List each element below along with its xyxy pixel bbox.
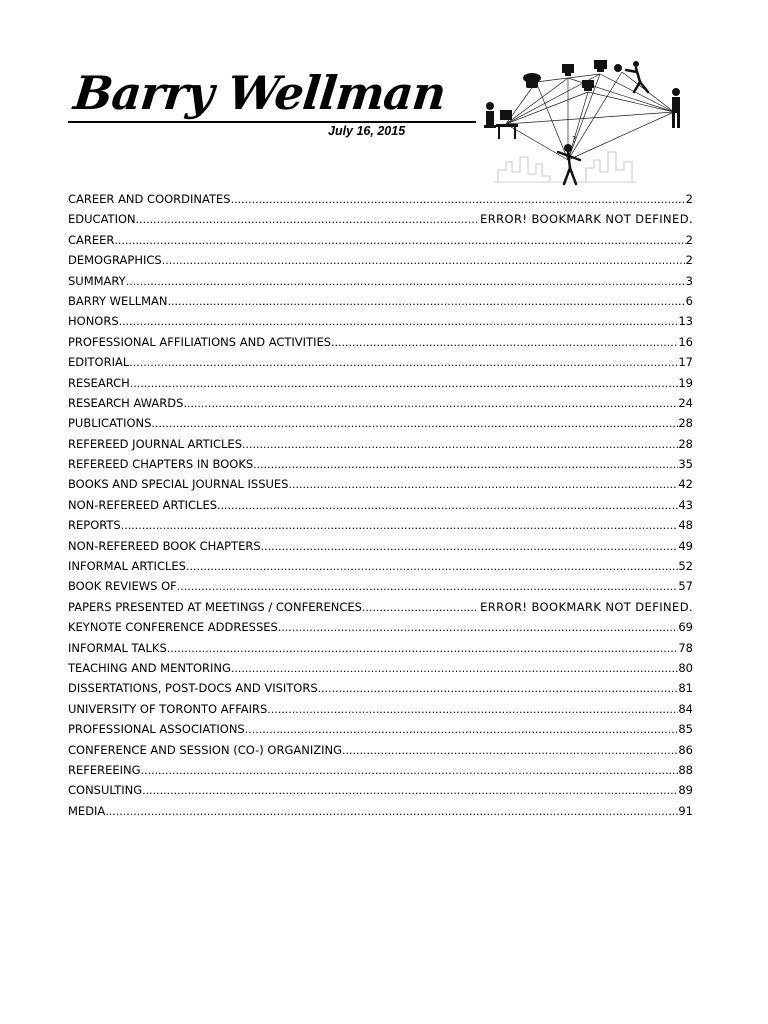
toc-dot-leader bbox=[362, 600, 478, 614]
toc-entry-page: 3 bbox=[685, 273, 693, 288]
author-name: Barry Wellman bbox=[71, 66, 448, 120]
toc-entry-label: EDUCATION bbox=[68, 212, 136, 227]
toc-entry-label: BOOK REVIEWS OF bbox=[68, 579, 177, 594]
toc-dot-leader bbox=[105, 804, 678, 818]
toc-entry-page: 17 bbox=[678, 355, 693, 370]
toc-entry-label: BARRY WELLMAN bbox=[68, 293, 168, 308]
toc-entry[interactable] bbox=[68, 600, 693, 620]
toc-entry-page: 86 bbox=[678, 742, 693, 757]
toc-entry-label: MEDIA bbox=[68, 803, 106, 818]
toc-dot-leader bbox=[288, 477, 678, 491]
toc-entry[interactable] bbox=[68, 804, 693, 824]
toc-entry-label: PROFESSIONAL AFFILIATIONS AND ACTIVITIES bbox=[68, 334, 332, 349]
toc-entry[interactable] bbox=[68, 477, 693, 497]
toc-dot-leader bbox=[126, 274, 686, 288]
toc-entry-label: INFORMAL ARTICLES bbox=[68, 559, 186, 574]
toc-dot-leader bbox=[151, 416, 678, 430]
toc-entry-label: PAPERS PRESENTED AT MEETINGS / CONFERENCES bbox=[68, 599, 362, 614]
toc-dot-leader bbox=[142, 783, 678, 797]
toc-dot-leader bbox=[186, 559, 678, 573]
toc-entry[interactable] bbox=[68, 783, 693, 803]
toc-dot-leader bbox=[331, 335, 678, 349]
toc-entry[interactable] bbox=[68, 294, 693, 314]
toc-entry-page: 89 bbox=[678, 783, 693, 798]
social-network-illustration-icon bbox=[476, 52, 698, 190]
toc-entry-label: CAREER bbox=[68, 232, 115, 247]
toc-dot-leader bbox=[217, 498, 678, 512]
toc-dot-leader bbox=[119, 314, 679, 328]
toc-entry-page: 19 bbox=[678, 375, 693, 390]
toc-entry[interactable] bbox=[68, 314, 693, 334]
toc-entry-page: 28 bbox=[678, 436, 693, 451]
toc-entry-page: 85 bbox=[678, 722, 693, 737]
toc-entry[interactable] bbox=[68, 539, 693, 559]
toc-dot-leader bbox=[129, 355, 678, 369]
toc-entry-page: 28 bbox=[678, 416, 693, 431]
toc-entry[interactable] bbox=[68, 579, 693, 599]
toc-dot-leader bbox=[136, 212, 478, 226]
toc-entry-label: EDITORIAL bbox=[68, 355, 130, 370]
toc-entry-label: DISSERTATIONS, POST-DOCS AND VISITORS bbox=[68, 681, 318, 696]
toc-entry-page: ERROR! BOOKMARK NOT DEFINED. bbox=[480, 212, 693, 227]
toc-entry-page: 2 bbox=[685, 232, 693, 247]
toc-dot-leader bbox=[141, 763, 679, 777]
toc-dot-leader bbox=[261, 539, 679, 553]
toc-entry-page: 81 bbox=[678, 681, 693, 696]
toc-entry-label: CONSULTING bbox=[68, 783, 143, 798]
toc-entry-page: 91 bbox=[678, 803, 693, 818]
toc-entry[interactable] bbox=[68, 212, 693, 232]
toc-entry-label: DEMOGRAPHICS bbox=[68, 253, 162, 268]
toc-entry-page: 80 bbox=[678, 660, 693, 675]
toc-entry-label: PUBLICATIONS bbox=[68, 416, 152, 431]
toc-dot-leader bbox=[267, 702, 678, 716]
document-date: July 16, 2015 bbox=[328, 124, 406, 138]
toc-entry[interactable] bbox=[68, 620, 693, 640]
toc-entry-page: 42 bbox=[678, 477, 693, 492]
toc-entry[interactable] bbox=[68, 743, 693, 763]
toc-entry-page: 13 bbox=[678, 314, 693, 329]
toc-entry-page: 69 bbox=[678, 620, 693, 635]
toc-entry-page: 16 bbox=[678, 334, 693, 349]
toc-entry[interactable] bbox=[68, 233, 693, 253]
toc-entry-page: 6 bbox=[685, 293, 693, 308]
toc-entry[interactable] bbox=[68, 355, 693, 375]
toc-entry-page: 43 bbox=[678, 497, 693, 512]
toc-entry-page: 88 bbox=[678, 762, 693, 777]
toc-dot-leader bbox=[242, 437, 678, 451]
toc-dot-leader bbox=[231, 661, 678, 675]
toc-entry[interactable] bbox=[68, 253, 693, 273]
toc-entry-page: 84 bbox=[678, 701, 693, 716]
svg-text:?: ? bbox=[572, 135, 577, 144]
toc-entry-page: 49 bbox=[678, 538, 693, 553]
document-header bbox=[0, 0, 768, 190]
toc-entry[interactable] bbox=[68, 335, 693, 355]
toc-entry-label: RESEARCH bbox=[68, 375, 130, 390]
toc-entry[interactable] bbox=[68, 559, 693, 579]
toc-dot-leader bbox=[245, 722, 679, 736]
toc-entry[interactable] bbox=[68, 722, 693, 742]
toc-entry[interactable] bbox=[68, 274, 693, 294]
toc-entry[interactable] bbox=[68, 498, 693, 518]
toc-entry-page: 48 bbox=[678, 518, 693, 533]
table-of-contents bbox=[68, 192, 693, 824]
toc-entry[interactable] bbox=[68, 661, 693, 681]
toc-entry[interactable] bbox=[68, 518, 693, 538]
toc-entry-label: REFEREED CHAPTERS IN BOOKS bbox=[68, 457, 254, 472]
toc-dot-leader bbox=[278, 620, 679, 634]
toc-dot-leader bbox=[162, 253, 686, 267]
toc-entry[interactable] bbox=[68, 457, 693, 477]
toc-dot-leader bbox=[231, 192, 686, 206]
toc-entry[interactable] bbox=[68, 376, 693, 396]
toc-entry[interactable] bbox=[68, 641, 693, 661]
toc-dot-leader bbox=[114, 233, 685, 247]
toc-entry-label: REPORTS bbox=[68, 518, 121, 533]
toc-entry-label: RESEARCH AWARDS bbox=[68, 395, 184, 410]
toc-entry-page: 2 bbox=[685, 253, 693, 268]
header-rule bbox=[68, 121, 476, 123]
toc-dot-leader bbox=[130, 376, 679, 390]
toc-entry[interactable] bbox=[68, 192, 693, 212]
toc-entry[interactable] bbox=[68, 396, 693, 416]
toc-dot-leader bbox=[168, 294, 686, 308]
toc-entry[interactable] bbox=[68, 437, 693, 457]
toc-entry-label: TEACHING AND MENTORING bbox=[68, 660, 231, 675]
toc-dot-leader bbox=[121, 518, 679, 532]
toc-entry-page: ERROR! BOOKMARK NOT DEFINED. bbox=[480, 599, 693, 614]
toc-dot-leader bbox=[253, 457, 678, 471]
toc-entry[interactable] bbox=[68, 763, 693, 783]
toc-entry-label: SUMMARY bbox=[68, 273, 126, 288]
toc-entry-page: 35 bbox=[678, 457, 693, 472]
toc-entry-page: 2 bbox=[685, 192, 693, 206]
toc-entry-label: REFEREED JOURNAL ARTICLES bbox=[68, 436, 242, 451]
toc-entry-label: HONORS bbox=[68, 314, 119, 329]
toc-entry-label: PROFESSIONAL ASSOCIATIONS bbox=[68, 722, 245, 737]
toc-entry[interactable] bbox=[68, 702, 693, 722]
toc-entry-page: 57 bbox=[678, 579, 693, 594]
toc-entry-page: 78 bbox=[678, 640, 693, 655]
toc-entry-label: CAREER AND COORDINATES bbox=[68, 192, 231, 206]
toc-entry-label: REFEREEING bbox=[68, 762, 141, 777]
toc-entry-label: BOOKS AND SPECIAL JOURNAL ISSUES bbox=[68, 477, 289, 492]
toc-entry-label: KEYNOTE CONFERENCE ADDRESSES bbox=[68, 620, 278, 635]
toc-dot-leader bbox=[177, 579, 679, 593]
toc-dot-leader bbox=[183, 396, 678, 410]
toc-entry-page: 52 bbox=[678, 559, 693, 574]
toc-entry-label: UNIVERSITY OF TORONTO AFFAIRS bbox=[68, 701, 268, 716]
toc-dot-leader bbox=[342, 743, 678, 757]
toc-entry-label: NON-REFEREED BOOK CHAPTERS bbox=[68, 538, 261, 553]
toc-dot-leader bbox=[167, 641, 679, 655]
toc-entry-label: NON-REFEREED ARTICLES bbox=[68, 497, 218, 512]
toc-entry[interactable] bbox=[68, 681, 693, 701]
toc-entry-label: INFORMAL TALKS bbox=[68, 640, 167, 655]
toc-dot-leader bbox=[318, 681, 679, 695]
toc-entry[interactable] bbox=[68, 416, 693, 436]
toc-entry-label: CONFERENCE AND SESSION (CO-) ORGANIZING bbox=[68, 742, 343, 757]
toc-entry-page: 24 bbox=[678, 395, 693, 410]
